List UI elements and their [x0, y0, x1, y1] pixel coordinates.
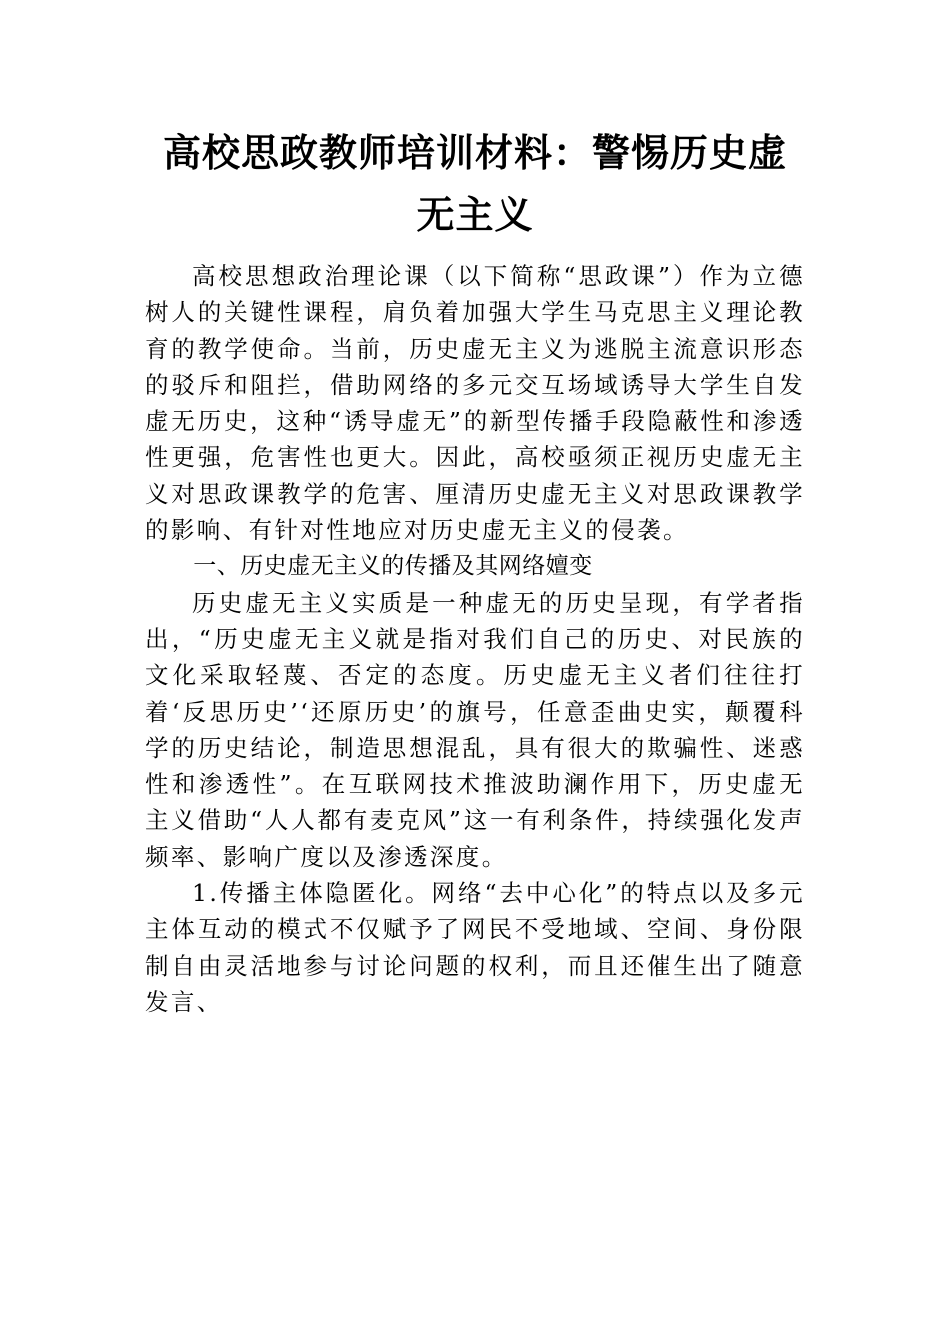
section-paragraph: 历史虚无主义实质是一种虚无的历史呈现，有学者指出，“历史虚无主义就是指对我们自己的历史、对民族的文化采取轻蔑、否定的态度。历史虚无主义者们往往打着‘反思历史’‘还原历史’的旗号，任意歪曲史实，颠覆科学的历史结论，制造思想混乱，具有很大的欺骗性、迷惑性和渗透性”。在互联网技术推波助澜作用下，历史虚无主义借助“人人都有麦克风”这一有利条件，持续强化发声频率、影响广度以及渗透深度。 [145, 588, 805, 871]
subsection-paragraph: 1.传播主体隐匿化。网络“去中心化”的特点以及多元主体互动的模式不仅赋予了网民不受地域、空间、身份限制自由灵活地参与讨论问题的权利，而且还催生出了随意发言、 [145, 879, 805, 1016]
document-title: 高校思政教师培训材料：警惕历史虚无主义 [162, 130, 787, 237]
intro-paragraph: 高校思想政治理论课（以下简称“思政课”）作为立德树人的关键性课程，肩负着加强大学生马克思主义理论教育的教学使命。当前，历史虚无主义为逃脱主流意识形态的驳斥和阻拦，借助网络的多元交互场域诱导大学生自发虚无历史，这种“诱导虚无”的新型传播手段隐蔽性和渗透性更强，危害性也更大。因此，高校亟须正视历史虚无主义对思政课教学的危害、厘清历史虚无主义对思政课教学的影响、有针对性地应对历史虚无主义的侵袭。 [145, 262, 805, 545]
section-heading: 一、历史虚无主义的传播及其网络嬗变 [193, 553, 593, 580]
document-body [145, 258, 805, 1020]
